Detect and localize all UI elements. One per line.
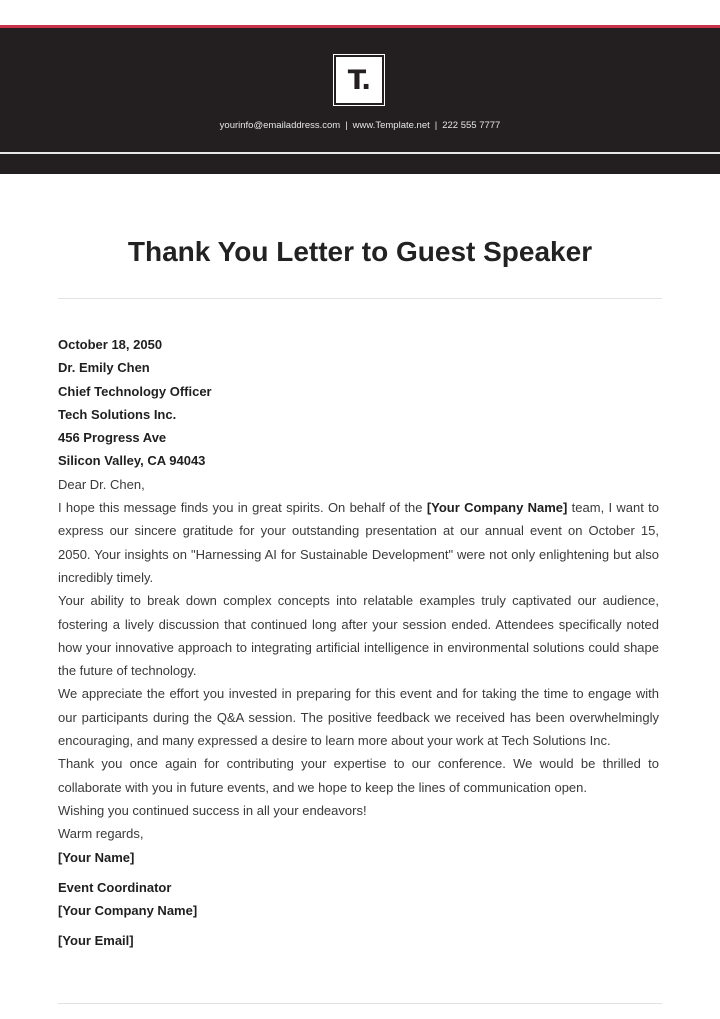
sign-off: Warm regards, — [58, 826, 144, 842]
letter-date: October 18, 2050 — [58, 337, 163, 352]
body-paragraph-2: Your ability to break down complex concepts into relatable examples truly captivated our audience, fostering a lively discussion that continued long after your session ended. Attendees specifically noted how your innovative approach to integrating artificial intelligence in environmental solutions could shape the future of technology. — [58, 593, 659, 679]
logo-text: T. — [347, 64, 371, 96]
title-divider — [58, 298, 662, 299]
recipient-street: 456 Progress Ave — [58, 430, 167, 446]
contact-website: www.Template.net — [352, 120, 430, 131]
body-paragraph-5: Wishing you continued success in all your endeavors! — [58, 802, 367, 818]
footer-divider — [58, 1003, 662, 1004]
body-paragraph-4: Thank you once again for contributing your expertise to our conference. We would be thrilled to collaborate with you in future events, and we hope to keep the lines of communication open. — [58, 756, 659, 795]
salutation: Dear Dr. Chen, — [58, 476, 145, 492]
contact-info — [0, 120, 720, 131]
letter-body — [58, 333, 659, 953]
header-divider — [0, 152, 720, 154]
sender-role: Event Coordinator — [58, 879, 172, 895]
recipient-position: Chief Technology Officer — [58, 383, 212, 399]
contact-separator: | — [434, 120, 438, 131]
recipient-city: Silicon Valley, CA 94043 — [58, 453, 206, 469]
letterhead-header — [0, 28, 720, 174]
paragraph-text: team, I want to express our sincere gratitude for your outstanding presentation at our annual event on October 15, 2050. Your insights on "Harnessing AI for Sustainable Development" were not only enlightening but also incredibly timely. — [58, 500, 660, 585]
sender-email: [Your Email] — [58, 933, 134, 949]
body-paragraph-1 — [58, 496, 659, 589]
company-logo — [334, 55, 384, 105]
company-placeholder: [Your Company Name] — [426, 500, 568, 516]
body-paragraph-3: We appreciate the effort you invested in preparing for this event and for taking the time to engage with our participants during the Q&A session. The positive feedback we received has been overwhelmingly encouraging, and many expressed a desire to learn more about your work at Tech Solutions Inc. — [58, 686, 659, 749]
contact-phone: 222 555 7777 — [442, 120, 501, 131]
sender-company: [Your Company Name] — [58, 903, 198, 919]
recipient-company: Tech Solutions Inc. — [58, 406, 177, 422]
sender-name: [Your Name] — [58, 849, 135, 865]
paragraph-text: I hope this message finds you in great spirits. On behalf of the — [58, 500, 427, 516]
contact-email: yourinfo@emailaddress.com — [219, 120, 341, 131]
document-title: Thank You Letter to Guest Speaker — [127, 236, 593, 267]
contact-separator: | — [345, 120, 348, 131]
recipient-name: Dr. Emily Chen — [58, 360, 150, 376]
